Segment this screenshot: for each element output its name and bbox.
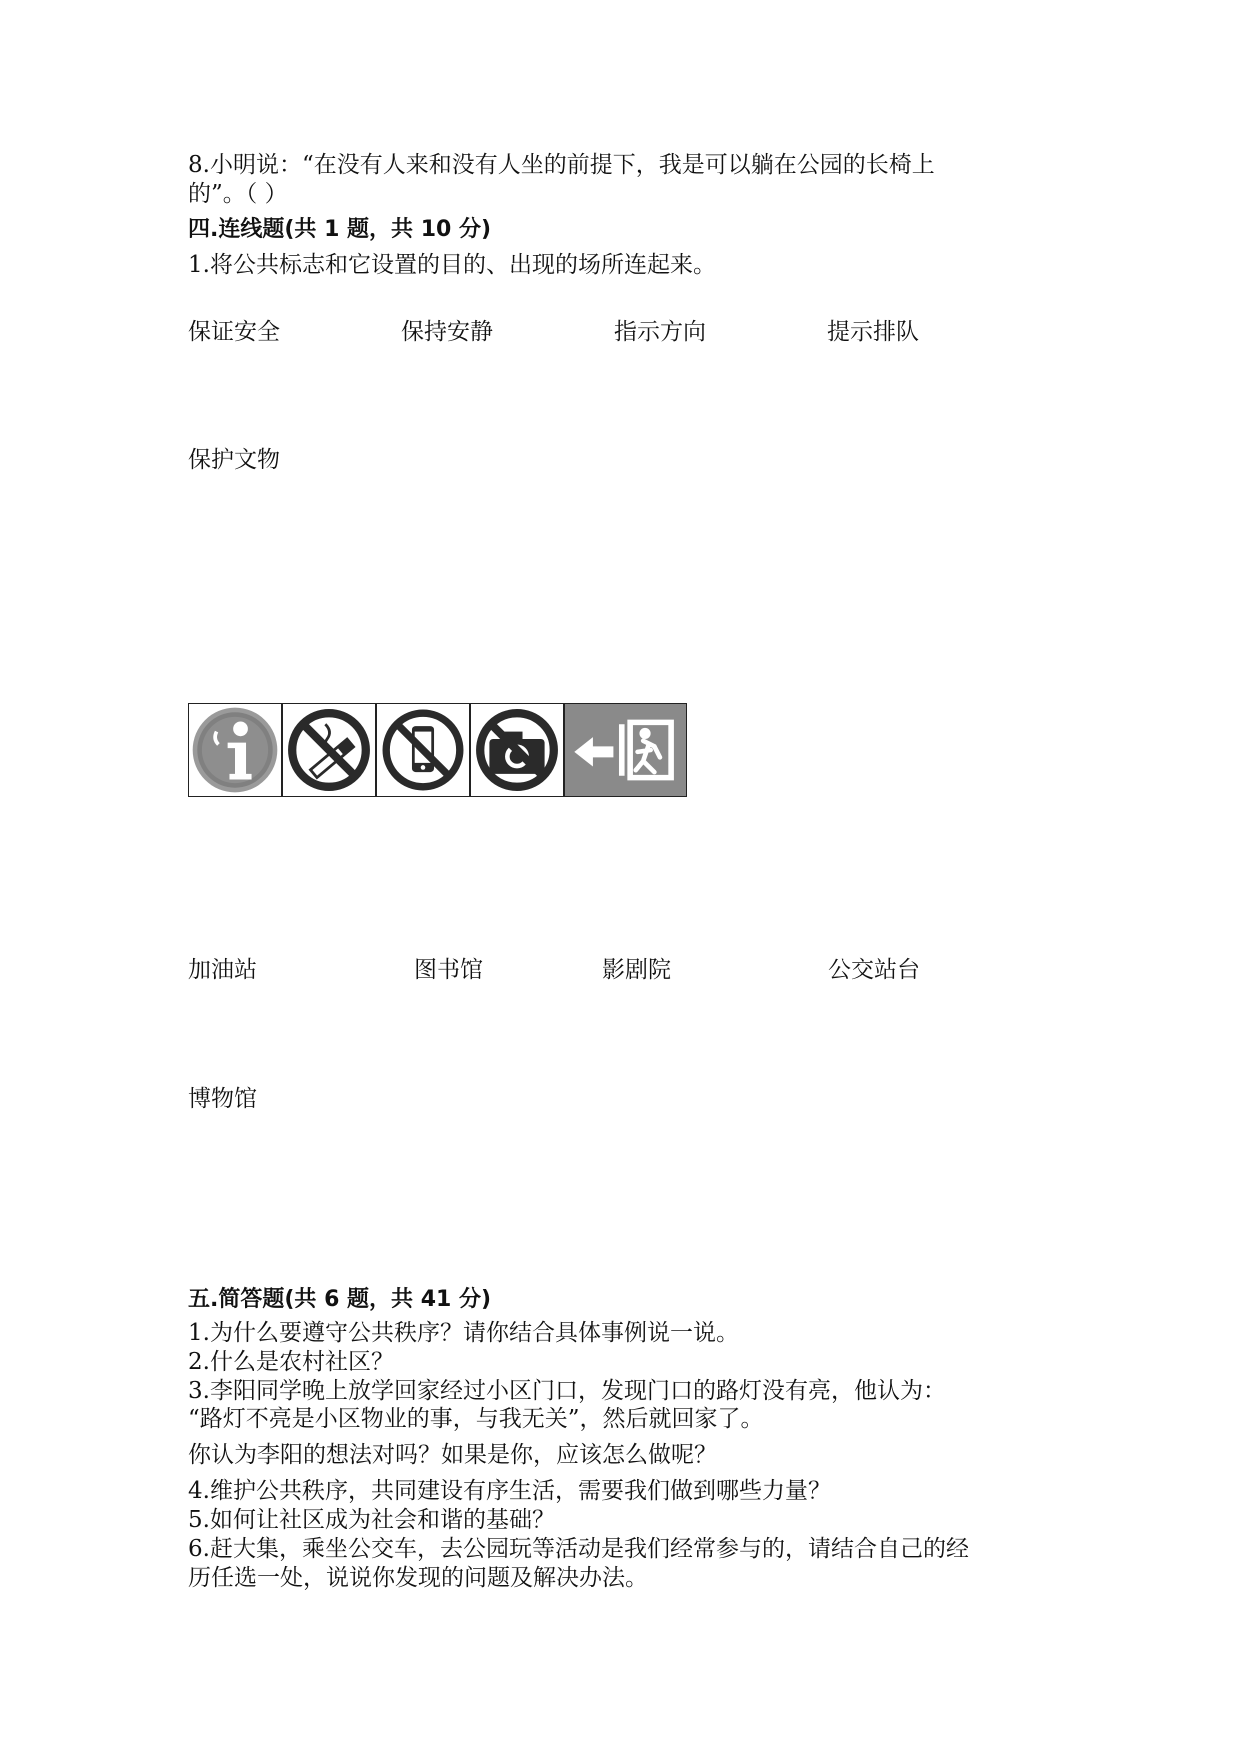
place-bus-stop: 公交站台	[828, 957, 920, 983]
information-sign-icon	[188, 703, 282, 797]
section5-question-5: 5.如何让社区成为社会和谐的基础？	[188, 1507, 555, 1533]
section5-question-6-line2: 历任选一处，说说你发现的问题及解决办法。	[188, 1565, 648, 1591]
section5-heading: 五.简答题(共 6 题，共 41 分)	[188, 1287, 492, 1312]
no-smoking-sign-icon	[282, 703, 376, 797]
place-museum: 博物馆	[188, 1086, 257, 1112]
purpose-queue: 提示排队	[827, 319, 919, 345]
section5-question-4: 4.维护公共秩序，共同建设有序生活，需要我们做到哪些力量？	[188, 1478, 831, 1504]
section5-question-3-line1: 3.李阳同学晚上放学回家经过小区门口，发现门口的路灯没有亮，他认为：	[188, 1378, 946, 1404]
purpose-safety: 保证安全	[188, 319, 280, 345]
section5-question-3-line2: “路灯不亮是小区物业的事，与我无关”，然后就回家了。	[188, 1406, 764, 1432]
no-phone-sign-icon	[376, 703, 470, 797]
section5-question-6-line1: 6.赶大集，乘坐公交车，去公园玩等活动是我们经常参与的，请结合自己的经	[188, 1536, 969, 1562]
q8-text-line2: 的”。（ ）	[188, 181, 288, 207]
q8-text-line1: 8.小明说：“在没有人来和没有人坐的前提下，我是可以躺在公园的长椅上	[188, 152, 935, 178]
section4-heading: 四.连线题(共 1 题，共 10 分)	[188, 217, 492, 242]
purpose-quiet: 保持安静	[401, 319, 493, 345]
section5-question-1: 1.为什么要遵守公共秩序？请你结合具体事例说一说。	[188, 1320, 739, 1346]
no-photography-sign-icon	[470, 703, 564, 797]
purpose-relics: 保护文物	[188, 447, 280, 473]
section4-question-1: 1.将公共标志和它设置的目的、出现的场所连起来。	[188, 252, 716, 278]
section5-question-2: 2.什么是农村社区？	[188, 1349, 394, 1375]
place-library: 图书馆	[414, 957, 483, 983]
section5-question-3-line3: 你认为李阳的想法对吗？如果是你，应该怎么做呢？	[188, 1442, 717, 1468]
emergency-exit-sign-icon	[564, 703, 687, 797]
place-theater: 影剧院	[602, 957, 671, 983]
purpose-direction: 指示方向	[614, 319, 706, 345]
place-gas-station: 加油站	[188, 957, 257, 983]
